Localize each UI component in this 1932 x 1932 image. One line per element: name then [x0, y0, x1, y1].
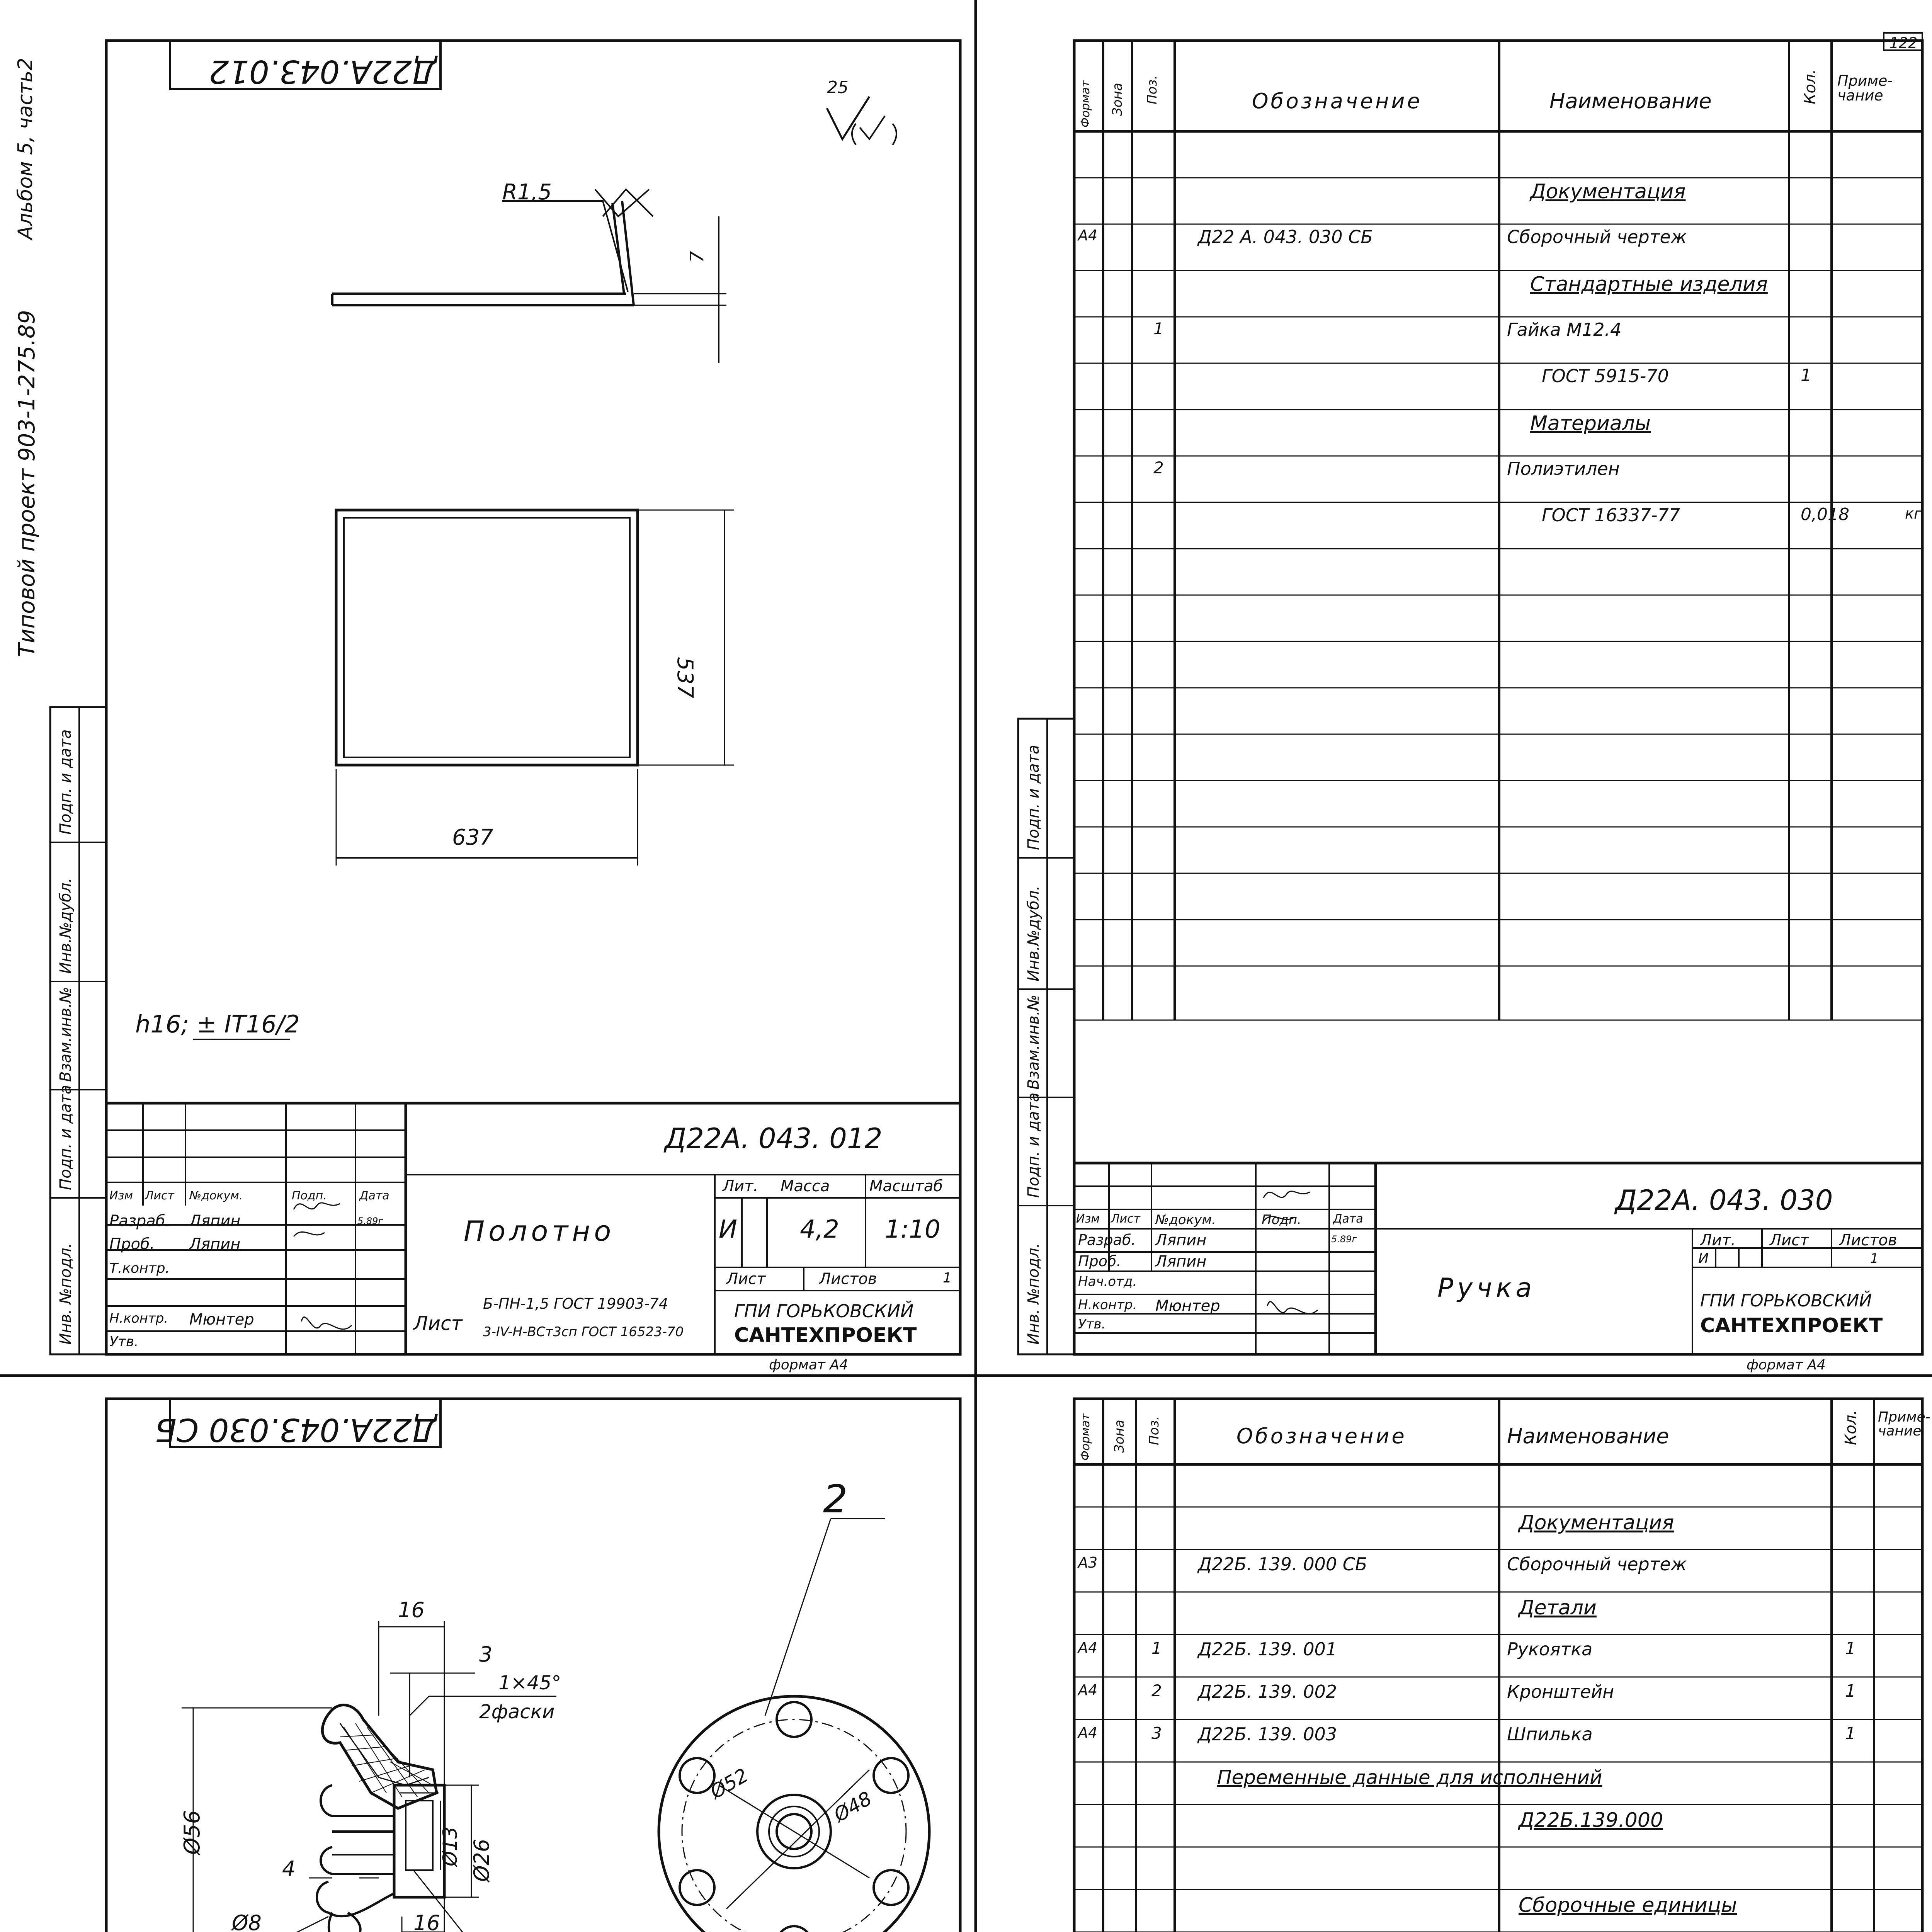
- stamp-podp: Подп.: [1262, 1212, 1301, 1228]
- format-label: формат А4: [1747, 1357, 1826, 1373]
- row-naimen: Полиэтилен: [1507, 458, 1620, 479]
- dim-d52: Ø52: [706, 1764, 752, 1803]
- row-naimen: Сборочный чертеж: [1507, 1554, 1687, 1575]
- side-inv-podl: Инв. №подл.: [1025, 1243, 1043, 1345]
- row-naimen: Кронштейн: [1507, 1681, 1614, 1702]
- org-line-2: САНТЕХПРОЕКТ: [734, 1324, 917, 1347]
- razrab-date: 5.89г: [1331, 1234, 1357, 1245]
- stamp-podp: Подп.: [292, 1189, 327, 1202]
- stamp-razrab: Разраб.: [109, 1212, 170, 1230]
- row-naimen: Сборочный чертеж: [1507, 226, 1687, 247]
- sheet2-doc-number: Д22А. 043. 030: [1615, 1184, 1833, 1216]
- row-naimen: Рукоятка: [1507, 1639, 1593, 1660]
- hdr-poz: Поз.: [1146, 1416, 1162, 1445]
- stamp-massa: Масса: [781, 1177, 830, 1195]
- row-kol: 0,018: [1801, 505, 1849, 524]
- hdr-poz: Поз.: [1145, 75, 1160, 104]
- material-list-label: Лист: [413, 1312, 463, 1335]
- stamp-lit: Лит.: [723, 1177, 759, 1195]
- chamfer-2: 2фаски: [479, 1701, 555, 1723]
- dim-16b: 16: [413, 1911, 440, 1932]
- roughness-value: 25: [827, 78, 849, 97]
- project-label: Типовой проект 903-1-275.89: [14, 310, 40, 657]
- row-section-title: Документация: [1519, 1511, 1674, 1534]
- row-prim: кг: [1905, 505, 1922, 522]
- row-naimen: Шпилька: [1507, 1724, 1593, 1745]
- row-section-title: Материалы: [1530, 412, 1651, 435]
- sheet1-rotated-number: Д22А.043.012: [209, 53, 437, 90]
- stamp-ndokum: №докум.: [1155, 1212, 1216, 1228]
- material-line-2: 3-IV-Н-ВСт3сп ГОСТ 16523-70: [483, 1324, 684, 1340]
- row-wide-note: Переменные данные для исполнений: [1217, 1766, 1602, 1789]
- page-number: 122: [1889, 34, 1918, 51]
- stamp-izm: Изм: [109, 1189, 133, 1202]
- hdr-kol: Кол.: [1801, 69, 1819, 104]
- hdr-oboznach: Обозначение: [1236, 1424, 1407, 1448]
- row-oboznach: Д22Б. 139. 000 СБ: [1198, 1554, 1367, 1575]
- album-label: Альбом 5, часть2: [14, 58, 37, 240]
- hdr-prim: Приме-чание: [1878, 1409, 1930, 1439]
- stamp-listov: Листов: [819, 1270, 877, 1288]
- row-kol: 1: [1845, 1639, 1856, 1658]
- row-poz: 1: [1151, 1639, 1162, 1658]
- side-inv-dubl: Инв.№дубл.: [1025, 885, 1043, 981]
- razrab-name: Ляпин: [1155, 1231, 1207, 1249]
- hdr-naimen: Наименование: [1507, 1424, 1669, 1448]
- row-kol: 1: [1845, 1724, 1856, 1743]
- tolerance-note: h16; ± IT16/2: [135, 1010, 300, 1038]
- stamp-tkontr: Т.контр.: [109, 1260, 170, 1276]
- prob-name: Ляпин: [189, 1235, 241, 1253]
- row-format: А4: [1078, 1724, 1098, 1741]
- sheet1-massa: 4,2: [800, 1215, 839, 1244]
- stamp-nach-otd: Нач.отд.: [1078, 1274, 1137, 1289]
- hdr-prim: Приме-чание: [1837, 72, 1893, 104]
- dim-d48: Ø48: [830, 1787, 876, 1827]
- dim-16: 16: [398, 1598, 425, 1622]
- row-section-title: Стандартные изделия: [1530, 273, 1768, 296]
- callout-2: 2: [823, 1476, 848, 1522]
- row-section-title: Сборочные единицы: [1519, 1894, 1737, 1917]
- chamfer-1: 1×45°: [498, 1672, 561, 1694]
- sheet2-listov: 1: [1870, 1251, 1879, 1266]
- sheet1-title: Полотно: [464, 1215, 615, 1247]
- row-poz: 1: [1153, 319, 1164, 338]
- dim-637: 637: [452, 825, 493, 850]
- row-oboznach: Д22 А. 043. 030 СБ: [1198, 226, 1373, 247]
- lit-value: И: [1698, 1251, 1709, 1267]
- row-section-title: Детали: [1519, 1596, 1597, 1619]
- sheet1-doc-number: Д22А. 043. 012: [665, 1122, 883, 1155]
- stamp-listov: Листов: [1839, 1231, 1897, 1249]
- hdr-kol: Кол.: [1842, 1410, 1860, 1445]
- stamp-list: Лист: [1111, 1212, 1141, 1226]
- hdr-zona: Зона: [1112, 1420, 1127, 1453]
- org-line-1: ГПИ ГОРЬКОВСКИЙ: [1700, 1291, 1872, 1311]
- stamp-utv: Утв.: [1078, 1316, 1106, 1332]
- dim-7: 7: [686, 251, 708, 263]
- side-podp-data: Подп. и дата: [1025, 1092, 1043, 1198]
- org-line-1: ГПИ ГОРЬКОВСКИЙ: [734, 1301, 914, 1321]
- stamp-nkontr: Н.контр.: [109, 1311, 168, 1326]
- stamp-list: Лист: [145, 1189, 175, 1202]
- hdr-format: Формат: [1079, 1413, 1092, 1461]
- org-line-2: САНТЕХПРОЕКТ: [1700, 1314, 1883, 1337]
- nkontr-name: Мюнтер: [189, 1311, 254, 1328]
- row-section-title: Документация: [1530, 180, 1686, 203]
- stamp-masshtab: Масштаб: [869, 1177, 943, 1195]
- stamp-list-label: Лист: [726, 1270, 766, 1288]
- side-vzam-inv: Взам.инв.№: [1025, 994, 1043, 1090]
- sheet2-title: Ручка: [1437, 1273, 1536, 1303]
- dim-d8: Ø8: [232, 1911, 262, 1932]
- hdr-oboznach: Обозначение: [1252, 89, 1422, 113]
- side-inv-podl: Инв. №подл.: [57, 1243, 75, 1345]
- stamp-lit: Лит.: [1700, 1231, 1736, 1249]
- dim-3: 3: [479, 1642, 493, 1667]
- row-kol: 1: [1845, 1681, 1856, 1701]
- sheet3-rotated-number: Д22А.043.030 СБ: [155, 1411, 437, 1448]
- dim-d26: Ø26: [469, 1838, 494, 1882]
- stamp-utv: Утв.: [109, 1334, 139, 1350]
- razrab-name: Ляпин: [189, 1212, 241, 1230]
- sheet1-scale: 1:10: [885, 1215, 940, 1244]
- row-poz: 2: [1153, 458, 1164, 477]
- dim-537: 537: [672, 657, 697, 698]
- stamp-nkontr: Н.контр.: [1078, 1297, 1137, 1313]
- row-naimen: ГОСТ 16337-77: [1542, 505, 1680, 526]
- dim-4: 4: [282, 1857, 296, 1881]
- prob-name: Ляпин: [1155, 1253, 1207, 1270]
- row-format: А4: [1078, 1639, 1098, 1656]
- hdr-zona: Зона: [1110, 83, 1125, 116]
- side-podp-data-2: Подп. и дата: [57, 729, 75, 835]
- stamp-data: Дата: [359, 1189, 389, 1202]
- stamp-data: Дата: [1333, 1212, 1363, 1226]
- row-oboznach: Д22Б. 139. 002: [1198, 1681, 1337, 1702]
- stamp-list-label: Лист: [1770, 1231, 1809, 1249]
- row-format: А4: [1078, 1682, 1098, 1699]
- row-oboznach: Д22Б. 139. 001: [1198, 1639, 1337, 1660]
- row-oboznach: Д22Б. 139. 003: [1198, 1724, 1337, 1745]
- stamp-ndokum: №докум.: [189, 1189, 243, 1202]
- side-podp-data-2: Подп. и дата: [1025, 745, 1043, 850]
- row-format: А4: [1078, 227, 1098, 244]
- radius-dim: R1,5: [502, 180, 552, 205]
- nkontr-name: Мюнтер: [1155, 1297, 1220, 1315]
- row-naimen: ГОСТ 5915-70: [1542, 366, 1669, 386]
- lit-value: И: [719, 1215, 737, 1244]
- stamp-prob: Проб.: [109, 1235, 155, 1253]
- dim-d56: Ø56: [180, 1810, 205, 1855]
- side-podp-data: Подп. и дата: [57, 1085, 75, 1190]
- row-format: А3: [1078, 1554, 1098, 1571]
- row-poz: 2: [1151, 1681, 1162, 1700]
- row-poz: 3: [1151, 1724, 1162, 1743]
- row-kol: 1: [1801, 366, 1811, 385]
- stamp-prob: Проб.: [1078, 1253, 1121, 1270]
- row-section-title: Д22Б.139.000: [1519, 1809, 1663, 1832]
- stamp-izm: Изм: [1076, 1212, 1100, 1226]
- dim-d13: Ø13: [439, 1827, 461, 1866]
- row-naimen: Гайка М12.4: [1507, 319, 1622, 340]
- material-line-1: Б-ПН-1,5 ГОСТ 19903-74: [483, 1295, 668, 1312]
- hdr-format: Формат: [1079, 80, 1092, 128]
- format-label: формат А4: [769, 1357, 848, 1373]
- side-inv-dubl: Инв.№дубл.: [57, 878, 75, 974]
- hdr-naimen: Наименование: [1549, 89, 1712, 113]
- side-vzam-inv: Взам.инв.№: [57, 986, 75, 1082]
- sheet1-listov: 1: [943, 1270, 952, 1286]
- stamp-razrab: Разраб.: [1078, 1231, 1136, 1248]
- razrab-date: 5.89г: [357, 1216, 383, 1226]
